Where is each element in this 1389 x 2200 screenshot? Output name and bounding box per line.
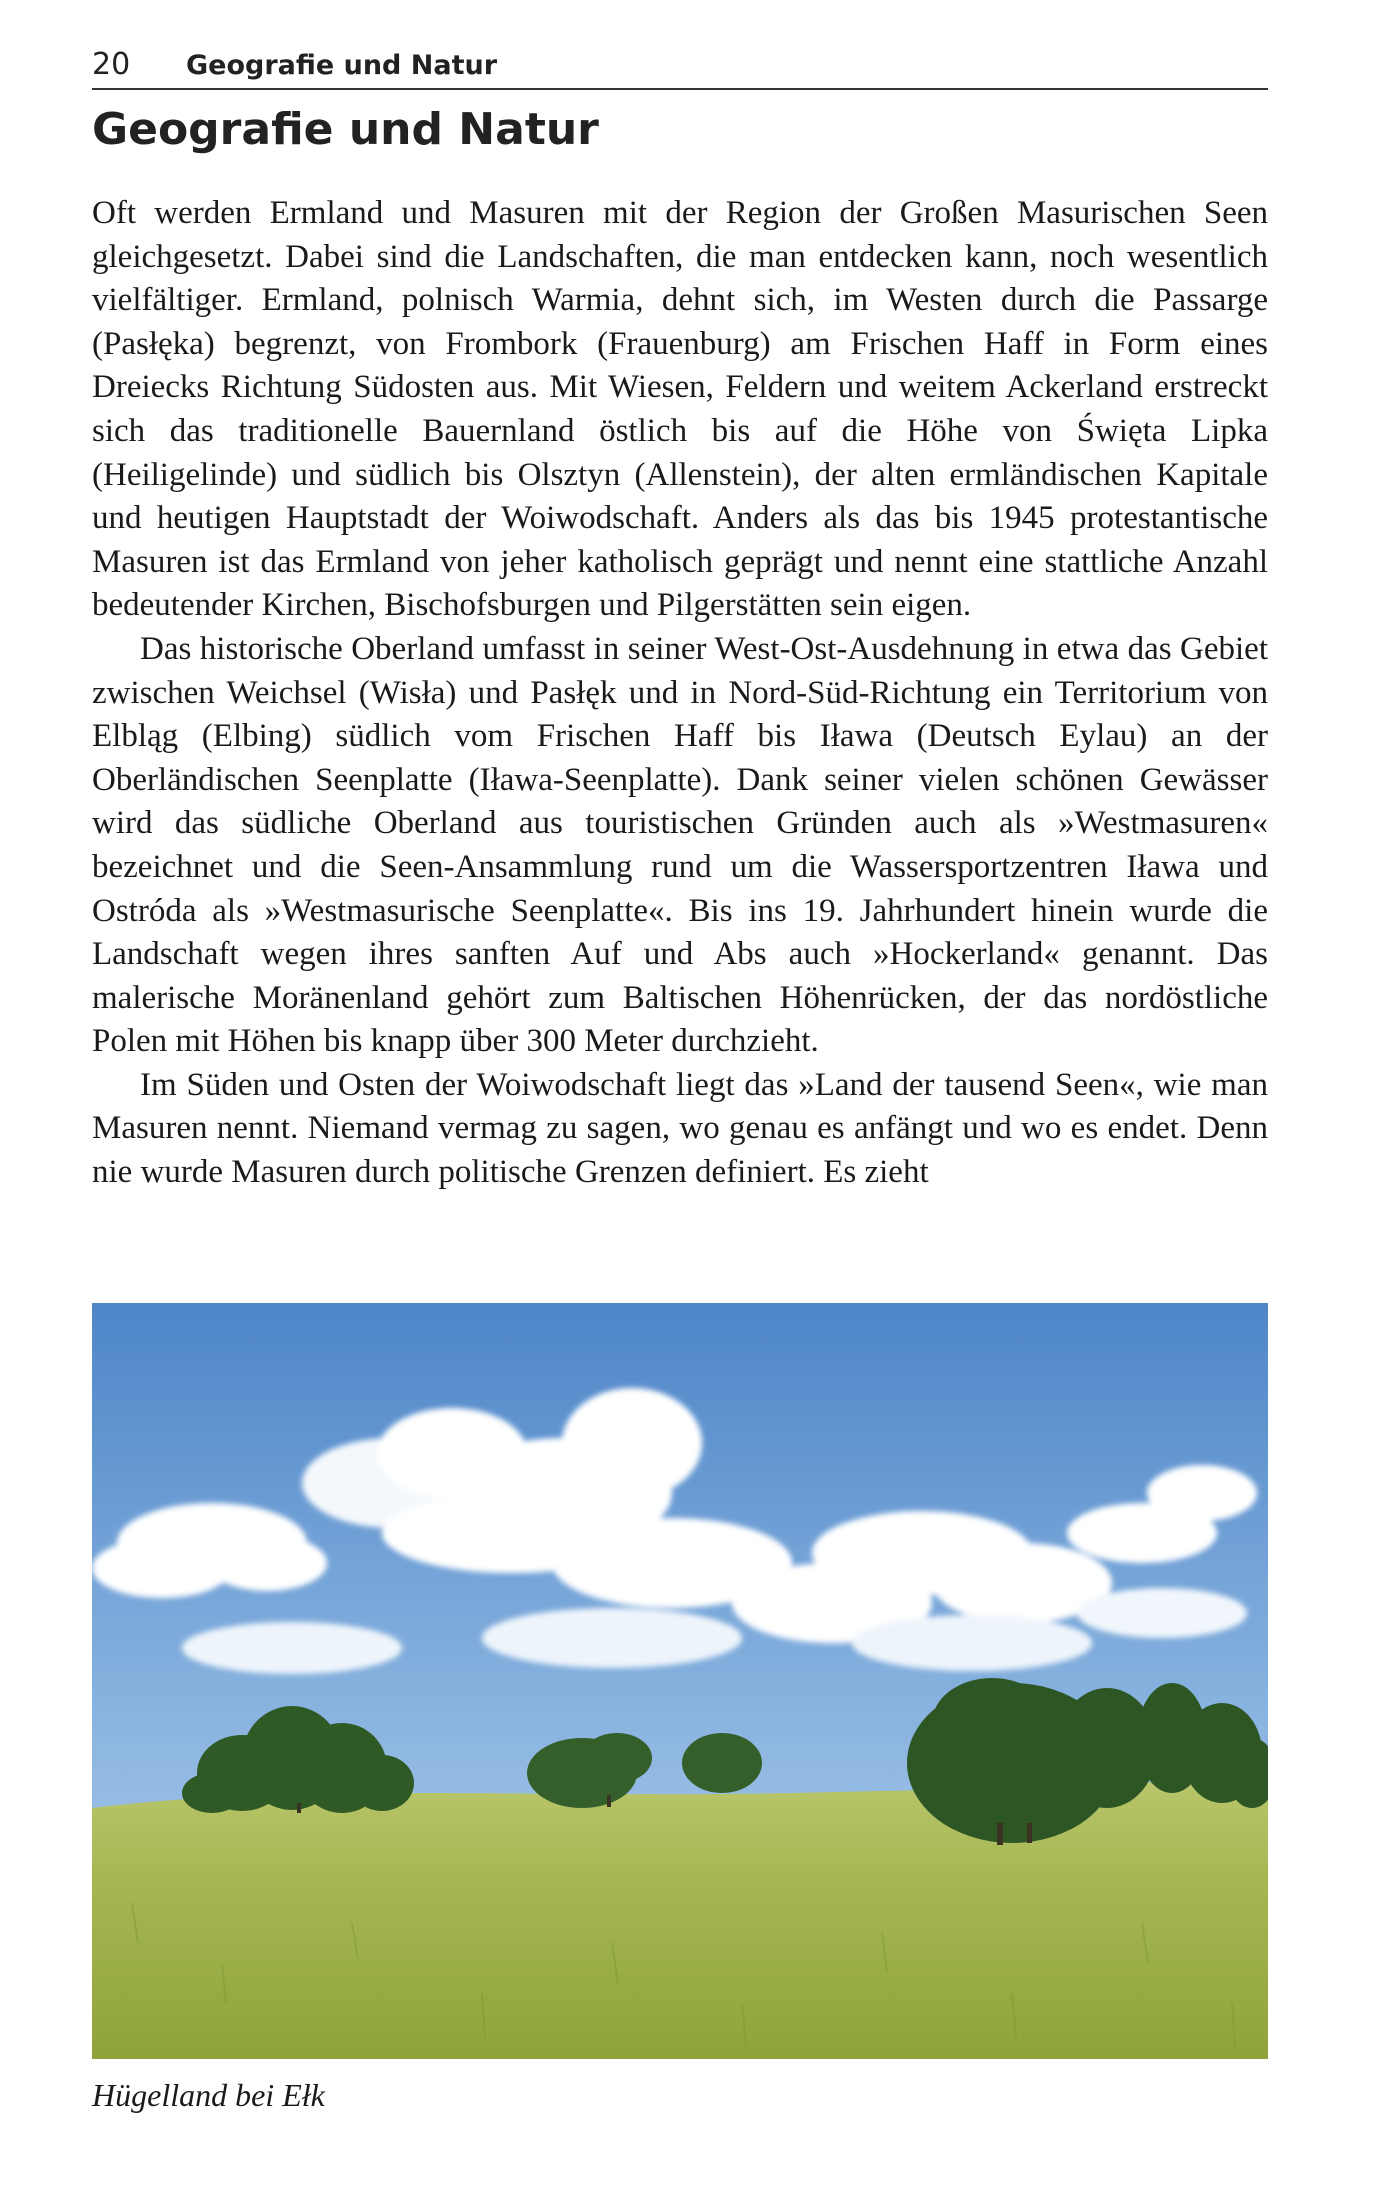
meadow [92, 1778, 1268, 2059]
page-number: 20 [92, 47, 131, 82]
paragraph-ermland: Oft werden Ermland und Masuren mit der Region der Großen Masurischen Seen gleichgesetzt. Dabei sind die Landschaften, die man entdecken kann, noch wesentlich vielfältiger. Ermland, polnisch Warmia, dehnt sich, im Westen durch die Passarge (Pasłęka) begrenzt, von Frombork (Frauenburg) am Frischen Haff in Form eines Dreiecks Richtung Südosten aus. Mit Wiesen, Feldern und weitem Ackerland erstreckt sich das traditionelle Bauernland östlich bis auf die Höhe von Święta Lipka (Heiligelinde) und südlich bis Olsztyn (Allenstein), der alten ermländischen Kapitale und heutigen Hauptstadt der Woiwodschaft. Anders als das bis 1945 protestantische Masuren ist das Ermland von jeher katholisch geprägt und nennt eine stattliche Anzahl bedeutender Kirchen, Bischofsburgen und Pilgerstätten sein eigen. [92, 195, 1268, 624]
running-header [92, 46, 1268, 90]
body-text [92, 192, 1268, 1195]
section-title: Geografie und Natur [92, 104, 599, 155]
paragraph-masuren: Im Süden und Osten der Woiwodschaft liegt das »Land der tausend Seen«, wie man Masuren nennt. Niemand vermag zu sagen, wo genau es anfängt und wo es endet. Denn nie wurde Masuren durch politische Grenzen definiert. Es zieht [92, 1066, 1268, 1191]
running-title: Geografie und Natur [186, 50, 498, 81]
figure-caption: Hügelland bei Ełk [92, 2077, 325, 2113]
landscape-photo [92, 1303, 1268, 2059]
paragraph-oberland: Das historische Oberland umfasst in seiner West-Ost-Ausdehnung in etwa das Gebiet zwischen Weichsel (Wisła) und Pasłęk und in Nord-Süd-Richtung ein Territorium von Elbląg (Elbing) südlich vom Frischen Haff bis Iława (Deutsch Eylau) an der Oberländischen Seenplatte (Iława-Seenplatte). Dank seiner vielen schönen Gewässer wird das südliche Oberland aus touristischen Gründen auch als »Westmasuren« bezeichnet und die Seen-Ansammlung rund um die Wassersportzentren Iława und Ostróda als »Westmasurische Seenplatte«. Bis ins 19. Jahrhundert hinein wurde die Landschaft wegen ihres sanften Auf und Abs auch »Hockerland« genannt. Das malerische Moränenland gehört zum Baltischen Höhenrücken, der das nordöstliche Polen mit Höhen bis knapp über 300 Meter durchzieht. [92, 630, 1268, 1060]
